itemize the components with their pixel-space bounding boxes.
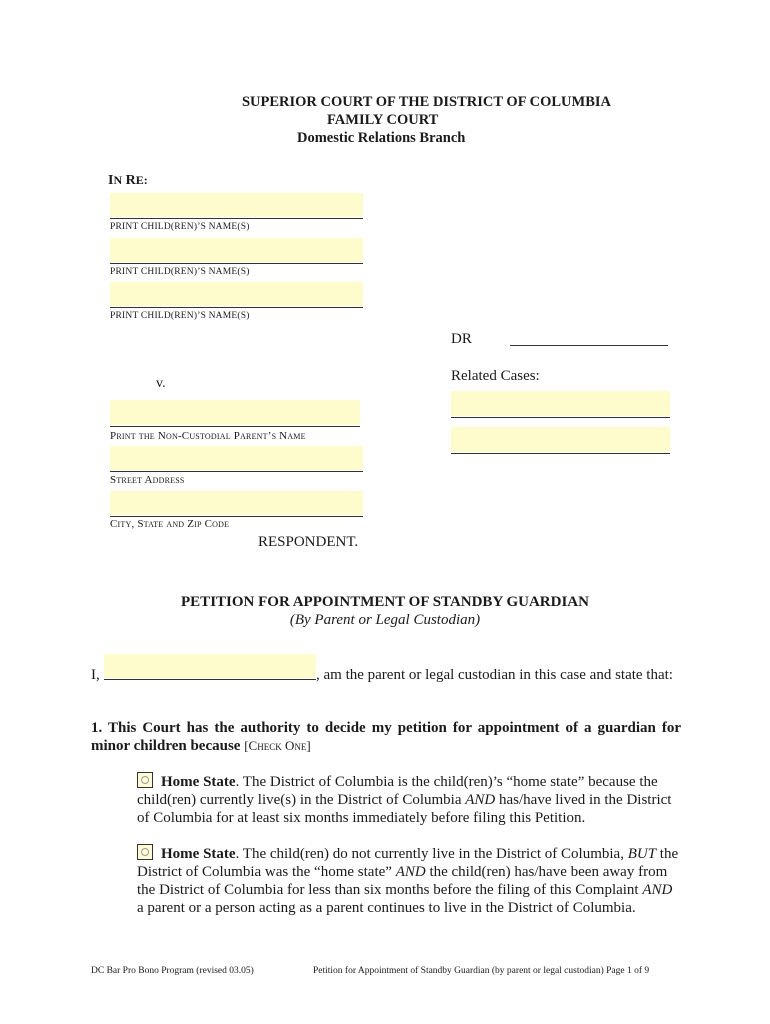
option-1-text-2em: AND (465, 792, 496, 808)
option-2-text-2b: the child(ren) has/have been away from (425, 864, 668, 880)
option-1-line-1 (137, 772, 682, 791)
child-name-line-1 (110, 218, 363, 219)
court-name: SUPERIOR COURT OF THE DISTRICT OF COLUMBIA (241, 94, 612, 110)
street-address-field[interactable] (110, 446, 363, 470)
in-re-r: R (125, 173, 136, 188)
option-2-title: Home State (161, 846, 236, 862)
footer-left: DC Bar Pro Bono Program (revised 03.05) (91, 966, 254, 976)
option-2-text-2a: District of Columbia was the “home state” (137, 864, 396, 880)
non-custodial-parent-name-field[interactable] (110, 400, 360, 425)
footer-right: Petition for Appointment of Standby Guardian (by parent or legal custodian) Page 1 of 9 (313, 966, 650, 976)
option-2-text-3a: the District of Columbia for less than six months before the filing of this Complaint (137, 882, 643, 898)
respondent-label: RESPONDENT. (258, 534, 359, 550)
option-2-text-1b: the (656, 846, 679, 862)
option-home-state-2 (137, 844, 682, 917)
declarant-suffix: , am the parent or legal custodian in this case and state that: (316, 667, 673, 683)
child-name-line-3 (110, 307, 363, 308)
option-2-text-1em: BUT (627, 846, 657, 862)
in-re-n: N (113, 173, 123, 187)
child-name-field-1[interactable] (110, 193, 363, 217)
in-re-i: I (108, 173, 114, 188)
declarant-name-line (104, 679, 316, 680)
child-name-field-2[interactable] (110, 238, 363, 262)
option-1-text-2b: has/have lived in the District (495, 792, 672, 808)
option-1-line-2 (137, 791, 682, 809)
in-re-label (108, 173, 148, 189)
option-1-title: Home State (161, 774, 236, 790)
option-1-line-3: of Columbia for at least six months immediately before filing this Petition. (137, 810, 586, 826)
non-custodial-parent-line (110, 426, 360, 427)
section-1-heading (91, 719, 681, 755)
child-name-label-1: PRINT CHILD(REN)’S NAME(S) (110, 222, 250, 232)
option-1-text-1: . The District of Columbia is the child(ren)’s “home state” because the (235, 774, 658, 790)
petition-title: PETITION FOR APPOINTMENT OF STANDBY GUARDIAN (181, 594, 589, 610)
option-1-line-1-left (137, 772, 658, 791)
declarant-name-field[interactable] (104, 654, 316, 678)
option-home-state-1 (137, 772, 682, 827)
street-address-label: Street Address (110, 474, 185, 486)
option-2-text-2em: AND (395, 864, 426, 880)
related-case-line-2 (451, 453, 670, 454)
child-name-field-3[interactable] (110, 282, 363, 306)
petition-subtitle: (By Parent or Legal Custodian) (289, 612, 481, 628)
dr-label: DR (451, 331, 472, 347)
child-name-line-2 (110, 263, 363, 264)
related-case-field-2[interactable] (451, 427, 670, 452)
court-division-text: FAMILY COURT (327, 112, 439, 128)
related-case-line-1 (451, 417, 670, 418)
home-state-checkbox-1[interactable] (137, 772, 153, 788)
street-address-line (110, 471, 363, 472)
related-case-field-1[interactable] (451, 391, 670, 416)
court-branch: Domestic Relations Branch (297, 130, 466, 146)
related-cases-label: Related Cases: (451, 368, 540, 384)
city-state-zip-line (110, 516, 363, 517)
dr-number-field[interactable] (510, 345, 668, 346)
option-2-line-4: a parent or a person acting as a parent continues to live in the District of Columbia. (137, 900, 636, 916)
non-custodial-parent-label: Print the Non-Custodial Parent’s Name (110, 430, 306, 442)
declarant-prefix: I, (91, 667, 100, 683)
section-1-heading-text: 1. This Court has the authority to decide my petition for appointment of a guardian for minor children because (91, 720, 681, 754)
option-2-line-1 (137, 844, 682, 863)
city-state-zip-field[interactable] (110, 491, 363, 515)
option-2-line-3 (137, 881, 682, 899)
option-2-line-2 (137, 863, 682, 881)
option-1-text-2a: child(ren) currently live(s) in the District of Columbia (137, 792, 466, 808)
home-state-checkbox-2[interactable] (137, 844, 153, 860)
city-state-zip-label: City, State and Zip Code (110, 518, 230, 530)
in-re-e: E: (135, 173, 148, 187)
child-name-label-3: PRINT CHILD(REN)’S NAME(S) (110, 311, 250, 321)
option-2-text-1a: . The child(ren) do not currently live in the District of Columbia, (235, 846, 628, 862)
child-name-label-2: PRINT CHILD(REN)’S NAME(S) (110, 267, 250, 277)
check-one-note: [Check One] (244, 738, 311, 753)
option-2-text-3em: AND (642, 882, 673, 898)
versus-label: v. (156, 376, 166, 391)
